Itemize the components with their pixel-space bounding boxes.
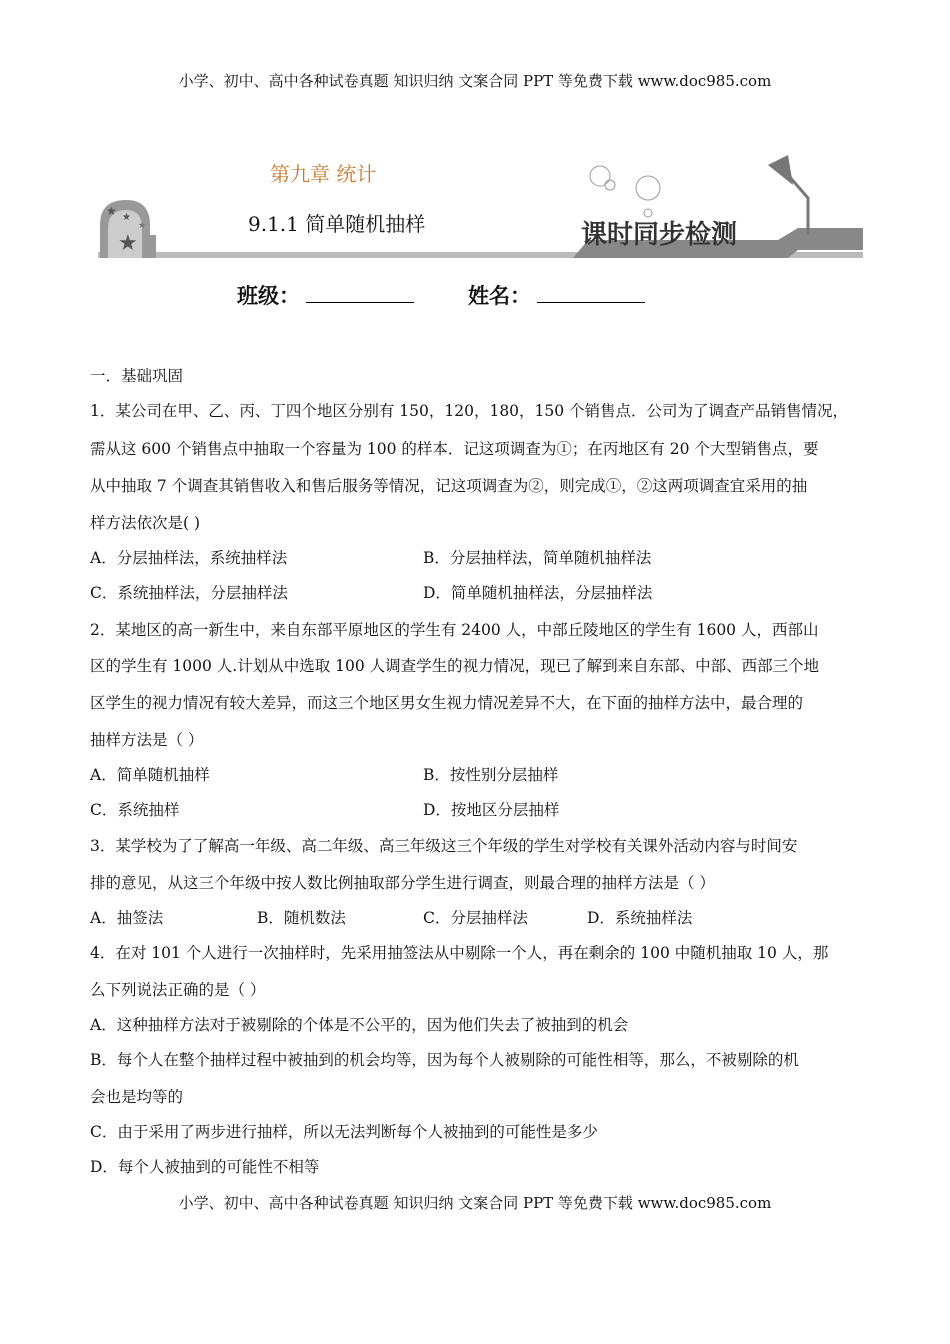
title-banner — [98, 140, 863, 265]
banner-graphic — [98, 140, 863, 265]
name-label: 姓名： — [468, 283, 531, 308]
class-label: 班级： — [237, 283, 300, 308]
q3-option-a[interactable]: A．抽签法 — [90, 909, 164, 927]
q3-option-d[interactable]: D．系统抽样法 — [587, 909, 693, 927]
q1-option-b[interactable]: B．分层抽样法，简单随机抽样法 — [423, 549, 652, 567]
svg-text:★: ★ — [122, 212, 131, 223]
q2-line: 区学生的视力情况有较大差异，而这三个地区男女生视力情况差异不大，在下面的抽样方法中，最合理的 — [90, 694, 804, 712]
q2-line: 区的学生有 1000 人.计划从中选取 100 人调查学生的视力情况，现已了解到来自东部、中部、西部三个地 — [90, 657, 820, 675]
q2-option-c[interactable]: C．系统抽样 — [90, 801, 180, 819]
q1-option-a[interactable]: A．分层抽样法，系统抽样法 — [90, 549, 288, 567]
q4-line: 么下列说法正确的是（ ） — [90, 981, 266, 999]
q1-option-c[interactable]: C．系统抽样法，分层抽样法 — [90, 584, 288, 602]
q3-line: 排的意见，从这三个年级中按人数比例抽取部分学生进行调查，则最合理的抽样方法是（ ） — [90, 874, 715, 892]
q4-option-b[interactable]: B．每个人在整个抽样过程中被抽到的机会均等，因为每个人被剔除的可能性相等，那么，不被剔除的机 — [90, 1051, 799, 1069]
q2-line: 抽样方法是（ ） — [90, 731, 204, 749]
svg-text:★: ★ — [118, 231, 138, 256]
svg-text:★: ★ — [106, 204, 117, 218]
name-field[interactable] — [468, 280, 645, 310]
q4-option-b-cont: 会也是均等的 — [90, 1088, 184, 1106]
q1-line: 需从这 600 个销售点中抽取一个容量为 100 的样本．记这项调查为①；在丙地区有 20 个大型销售点，要 — [90, 440, 819, 458]
q1-option-d[interactable]: D．简单随机抽样法，分层抽样法 — [423, 584, 653, 602]
page-header: 小学、初中、高中各种试卷真题 知识归纳 文案合同 PPT 等免费下载 www.doc985.com — [178, 72, 772, 90]
q4-line: 4．在对 101 个人进行一次抽样时，先采用抽签法从中剔除一个人，再在剩余的 100 中随机抽取 10 人，那 — [90, 944, 829, 962]
q2-line: 2．某地区的高一新生中，来自东部平原地区的学生有 2400 人，中部丘陵地区的学生有 1600 人，西部山 — [90, 621, 819, 639]
badge-text: 课时同步检测 — [581, 220, 738, 250]
svg-text:★: ★ — [138, 221, 147, 231]
section-heading: 一．基础巩固 — [90, 367, 184, 385]
chapter-title: 第九章 统计 — [270, 162, 377, 186]
q3-option-c[interactable]: C．分层抽样法 — [423, 909, 528, 927]
q2-option-b[interactable]: B．按性别分层抽样 — [423, 766, 559, 784]
section-title: 9.1.1 简单随机抽样 — [248, 212, 426, 236]
q3-option-b[interactable]: B．随机数法 — [257, 909, 346, 927]
q1-line: 样方法依次是( ) — [90, 514, 201, 532]
q3-line: 3．某学校为了了解高一年级、高二年级、高三年级这三个年级的学生对学校有关课外活动内容与时间安 — [90, 837, 798, 855]
q4-option-d[interactable]: D．每个人被抽到的可能性不相等 — [90, 1158, 320, 1176]
q1-line: 1．某公司在甲、乙、丙、丁四个地区分别有 150，120，180，150 个销售点．公司为了调查产品销售情况， — [90, 402, 849, 420]
class-field[interactable] — [237, 280, 414, 310]
q2-option-a[interactable]: A．简单随机抽样 — [90, 766, 210, 784]
q2-option-d[interactable]: D．按地区分层抽样 — [423, 801, 560, 819]
q4-option-a[interactable]: A．这种抽样方法对于被剔除的个体是不公平的，因为他们失去了被抽到的机会 — [90, 1016, 629, 1034]
q4-option-c[interactable]: C．由于采用了两步进行抽样，所以无法判断每个人被抽到的可能性是多少 — [90, 1123, 598, 1141]
q1-line: 从中抽取 7 个调查其销售收入和售后服务等情况，记这项调查为②，则完成①，②这两项调查宜采用的抽 — [90, 477, 808, 495]
page-footer: 小学、初中、高中各种试卷真题 知识归纳 文案合同 PPT 等免费下载 www.doc985.com — [178, 1194, 772, 1212]
